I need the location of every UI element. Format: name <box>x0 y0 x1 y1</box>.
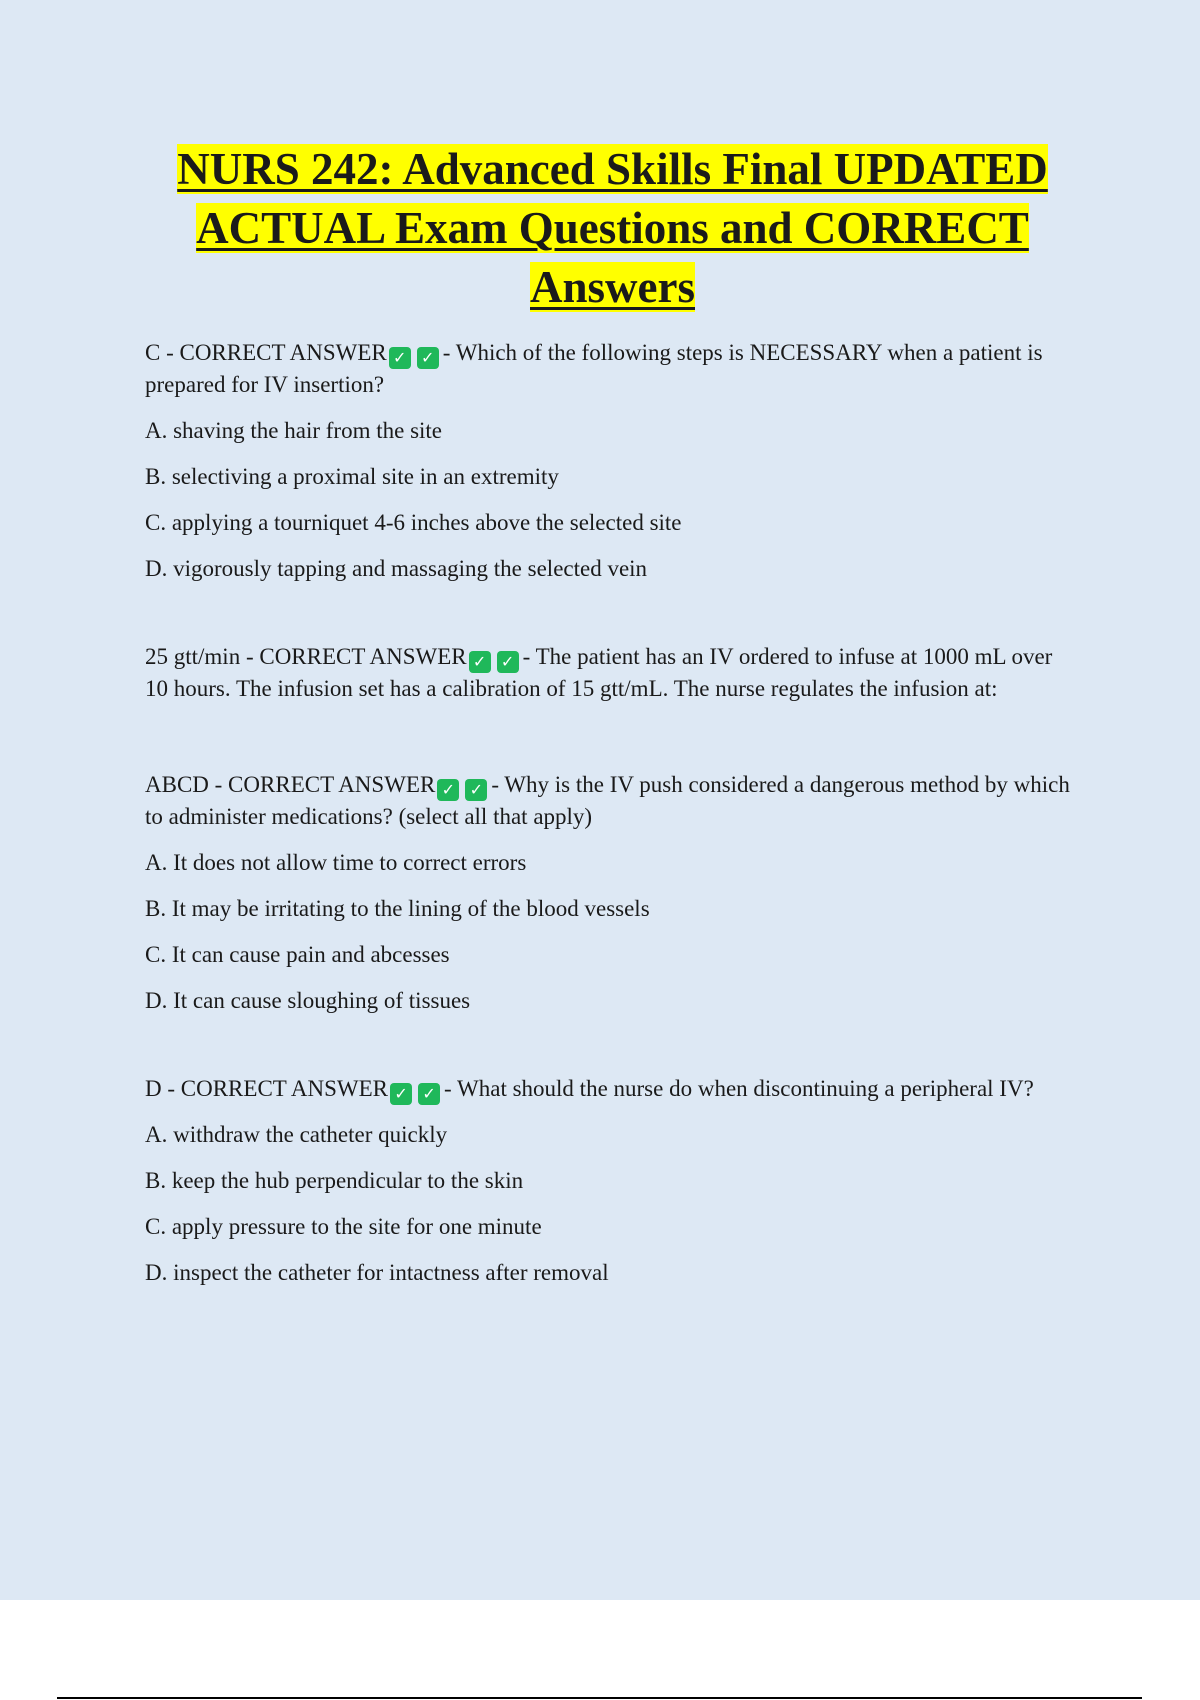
question-body: - Which of the following steps is NECESSARY when a patient is prepared for IV insertion? <box>145 340 1043 397</box>
answer-option: C. applying a tourniquet 4-6 inches above the selected site <box>145 510 682 535</box>
answer-option: C. apply pressure to the site for one minute <box>145 1214 542 1239</box>
answer-option: A. withdraw the catheter quickly <box>145 1122 448 1147</box>
answer-option: A. It does not allow time to correct errors <box>145 850 527 875</box>
question-text <box>145 1073 1080 1105</box>
answer-option: B. It may be irritating to the lining of the blood vessels <box>145 896 650 921</box>
answer-option: D. It can cause sloughing of tissues <box>145 988 471 1013</box>
check-mark-icon: ✓ <box>389 347 411 369</box>
answer-option: B. keep the hub perpendicular to the skin <box>145 1168 524 1193</box>
answer-prefix: 25 gtt/min - CORRECT ANSWER <box>145 644 467 669</box>
answer-option: A. shaving the hair from the site <box>145 418 443 443</box>
check-mark-icon: ✓ <box>418 1083 440 1105</box>
check-mark-icon: ✓ <box>417 347 439 369</box>
spacer <box>145 719 1080 769</box>
document-title: NURS 242: Advanced Skills Final UPDATED ACTUAL Exam Questions and CORRECT Answers <box>177 144 1048 312</box>
answer-option: D. inspect the catheter for intactness after removal <box>145 1260 609 1285</box>
check-mark-icon: ✓ <box>390 1083 412 1105</box>
question-block <box>145 337 1080 585</box>
spacer <box>145 599 1080 641</box>
spacer <box>145 1031 1080 1073</box>
question-body: - What should the nurse do when discontinuing a peripheral IV? <box>444 1076 1034 1101</box>
question-text <box>145 337 1080 401</box>
question-block <box>145 641 1080 705</box>
answer-prefix: C - CORRECT ANSWER <box>145 340 387 365</box>
check-mark-icon: ✓ <box>497 651 519 673</box>
check-mark-icon: ✓ <box>437 779 459 801</box>
answer-option: C. It can cause pain and abcesses <box>145 942 450 967</box>
answer-prefix: D - CORRECT ANSWER <box>145 1076 389 1101</box>
document-content <box>145 140 1080 1303</box>
answer-option: D. vigorously tapping and massaging the selected vein <box>145 556 648 581</box>
answer-prefix: ABCD - CORRECT ANSWER <box>145 772 436 797</box>
check-mark-icon: ✓ <box>465 779 487 801</box>
check-mark-icon: ✓ <box>469 651 491 673</box>
question-body: - The patient has an IV ordered to infuse at 1000 mL over 10 hours. The infusion set has a calibration of 15 gtt/mL. The nurse regulates the infusion at: <box>145 644 1053 701</box>
answer-option: B. selectiving a proximal site in an extremity <box>145 464 559 489</box>
question-block <box>145 1073 1080 1289</box>
footer-divider <box>57 1697 1142 1699</box>
question-body: - Why is the IV push considered a dangerous method by which to administer medications? (select all that apply) <box>145 772 1070 829</box>
question-text <box>145 641 1080 705</box>
question-block <box>145 769 1080 1017</box>
question-text <box>145 769 1080 833</box>
